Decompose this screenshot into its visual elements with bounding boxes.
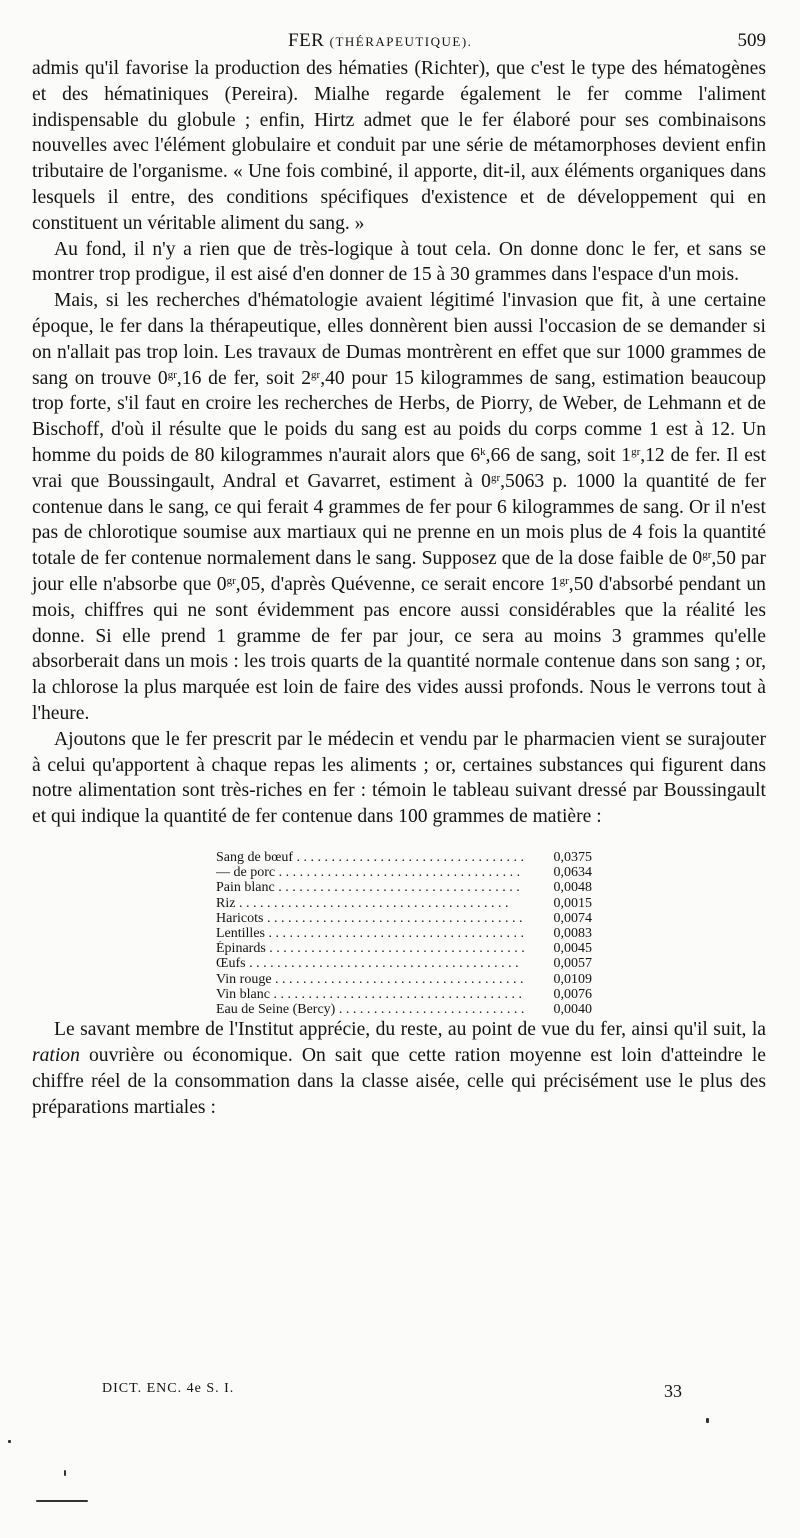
paragraph-3: Mais, si les recherches d'hématologie avaient légitimé l'invasion que fit, à une certaine époque, le fer dans la thérapeutique, elles donnèrent bien aussi l'occasion de se demander si on n'allait pas trop loin. Les travaux de Dumas montrèrent en effet que sur 1000 grammes de sang on trouve $0^{gr},16$ de fer, soit $2^{gr},40$ pour 15 kilogrammes de sang, estimation beaucoup trop forte, s'il faut en croire les recherches de Herbs, de Piorry, de Weber, de Lehmann et de Bischoff, d'où il résulte que le poids du sang est au poids du corps comme 1 est à 12. Un homme du poids de 80 kilogrammes n'aurait alors que 6$^k$,66 de sang, soit $1^{gr},12$ de fer. Il est vrai que Boussingault, Andral et Gavarret, estiment à $0^{gr},5063$ p. 1000 la quantité de fer contenue dans le sang, ce qui ferait 4 grammes de fer pour 6 kilogrammes de sang. Or il n'est pas de chlorotique soumise aux martiaux qui ne prenne en un mois plus de 4 fois la quantité totale de fer contenue normalement dans le sang. Supposez que de la dose faible de $0^{gr},50$ par jour elle n'absorbe que $0^{gr},05$, d'après Quévenne, ce serait encore $1^{gr},50$ d'absorbé pendant un mois, chiffres qui ne sont évidemment pas encore aussi considérables que la réalité les donne. Si elle prend 1 gramme de fer par jour, ce sera au moins 3 grammes qu'elle absorberait dans un mois : les trois quarts de la quantité normale contenue dans son sang ; or, la chlorose la plus marquée est loin de faire des vides aussi profonds. Nous le verrons tout à l'heure. (32, 290, 767, 724)
table-row (216, 926, 592, 941)
food-name: — de porc . . . (216, 865, 524, 880)
page (32, 30, 766, 1120)
running-title-main: FER (288, 30, 325, 51)
body-text (32, 56, 766, 1120)
iron-value: 0,0048 (553, 880, 592, 896)
food-name: Riz . . . (216, 896, 524, 911)
iron-value: 0,0634 (553, 865, 592, 881)
running-title (288, 30, 472, 52)
iron-value: 0,0109 (553, 971, 592, 987)
food-name: Vin blanc . . . (216, 987, 524, 1002)
paragraph-4: Ajoutons que le fer prescrit par le médecin et vendu par le pharmacien vient se surajouter à celui qu'apportent à chaque repas les aliments ; or, certaines substances qui figurent dans notre alimentation sont très-riches en fer : témoin le tableau suivant dressé par Boussingault et qui indique la quantité de fer contenue dans 100 grammes de matière : (32, 728, 766, 828)
sheet-number: 33 (664, 1381, 682, 1401)
paragraph-1: admis qu'il favorise la production des hématies (Richter), que c'est le type des hématogènes et des hématiniques (Pereira). Mialhe regarde également le fer comme l'aliment indispensable du globule ; enfin, Hirtz admet que le fer élaboré pour ses combinaisons nouvelles avec l'élément globulaire et conduit par une série de métamorphoses devient enfin tributaire de l'organisme. « Une fois combiné, il apporte, dit-il, aux éléments organiques dans lesquels il entre, des conditions spécifiques d'existence et de développement qui en constituent un véritable aliment du sang. » (32, 58, 766, 234)
table-row (216, 865, 592, 880)
food-name: Épinards . . . (216, 941, 524, 956)
iron-value: 0,0057 (553, 956, 592, 972)
table-row (216, 1002, 592, 1017)
food-name: Pain blanc . . . (216, 880, 524, 895)
iron-content-table (216, 850, 592, 1017)
iron-value: 0,0076 (553, 986, 592, 1002)
paragraph-2: Au fond, il n'y a rien que de très-logique à tout cela. On donne donc le fer, et sans se montrer trop prodigue, il est aisé d'en donner de 15 à 30 grammes dans l'espace d'un mois. (32, 238, 766, 286)
page-number: 509 (737, 30, 766, 51)
food-name: Haricots . . . (216, 911, 524, 926)
table-row (216, 972, 592, 987)
signature-mark: DICT. ENC. 4e S. I. (102, 1381, 235, 1396)
food-name: Eau de Seine (Bercy) . . . (216, 1002, 524, 1017)
food-name: Sang de bœuf . . . (216, 850, 524, 865)
table-row (216, 987, 592, 1002)
table-row (216, 880, 592, 895)
iron-value: 0,0040 (553, 1001, 592, 1017)
table-row (216, 956, 592, 971)
table-row (216, 850, 592, 865)
table-row (216, 911, 592, 926)
running-header (32, 30, 766, 56)
food-name: Œufs . . . (216, 956, 524, 971)
food-name: Vin rouge . . . (216, 972, 524, 987)
iron-value: 0,0083 (553, 925, 592, 941)
food-name: Lentilles . . . (216, 926, 524, 941)
table-row (216, 941, 592, 956)
paragraph-5: Le savant membre de l'Institut apprécie, du reste, au point de vue du fer, ainsi qu'il suit, la ration ouvrière ou économique. On sait que cette ration moyenne est loin d'atteindre le chiffre réel de la consommation dans la classe aisée, celle qui précisément use le plus des préparations martiales : (32, 1019, 766, 1118)
iron-value: 0,0074 (553, 910, 592, 926)
iron-value: 0,0375 (553, 849, 592, 865)
iron-value: 0,0015 (553, 895, 592, 911)
running-title-subject: (THÉRAPEUTIQUE). (329, 34, 473, 49)
table-row (216, 896, 592, 911)
iron-value: 0,0045 (553, 941, 592, 957)
